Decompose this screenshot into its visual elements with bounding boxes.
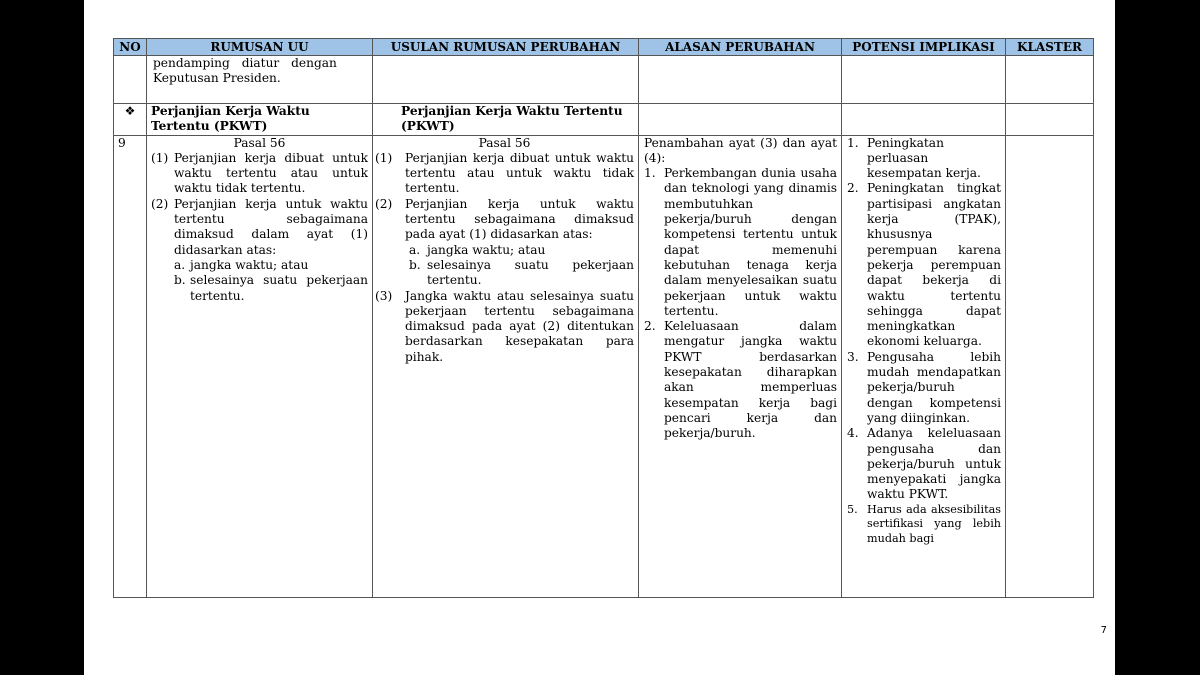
document-page: [84, 0, 1115, 675]
rumusan-line-1: pendamping diatur dengan: [153, 56, 337, 70]
usulan-pasal: Pasal 56: [478, 135, 531, 150]
list-item: b. selesainya suatu pekerjaan tertentu.: [409, 257, 634, 288]
table-row-9: [114, 135, 1094, 597]
list-item: b. selesainya suatu pekerjaan tertentu.: [174, 273, 368, 303]
cell-klaster: [1006, 56, 1094, 104]
cell-klaster: [1006, 104, 1094, 136]
alasan-intro: Penambahan ayat (3) dan ayat (4):: [644, 135, 837, 165]
list-item: 1. Perkembangan dunia usaha dan teknologi yang dinamis membutuhkan pekerja/buruh dengan kompetensi tertentu untuk dapat memenuhi kebutuhan tenaga kerja dalam menyelesaikan suatu pekerjaan untuk waktu tertentu.: [644, 166, 837, 318]
cell-no: 9: [114, 135, 147, 597]
header-rumusan-uu: RUMUSAN UU: [147, 39, 373, 56]
potensi-list: [847, 136, 1001, 547]
list-item: a. jangka waktu; atau: [409, 242, 546, 257]
list-item: 3. Pengusaha lebih mudah mendapatkan pekerja/buruh dengan kompetensi yang diinginkan.: [847, 349, 1001, 425]
page-number: 7: [1100, 625, 1107, 636]
cell-rumusan: [147, 135, 373, 597]
cell-usulan: [373, 135, 639, 597]
cell-potensi: [842, 135, 1006, 597]
cell-potensi: [842, 56, 1006, 104]
cell-alasan: [639, 104, 842, 136]
list-item: (2) Perjanjian kerja untuk waktu tertentu sebagaimana dimaksud pada ayat (1) didasarkan atas:: [375, 196, 634, 242]
diamond-bullet-icon: ❖: [124, 104, 136, 118]
rumusan-pasal: Pasal 56: [233, 135, 286, 150]
header-potensi: POTENSI IMPLIKASI: [842, 39, 1006, 56]
list-item: 4. Adanya keleluasaan pengusaha dan pekerja/buruh untuk menyepakati jangka waktu PKWT.: [847, 426, 1001, 502]
table-row-continuation: [114, 56, 1094, 104]
section-title-usulan: Perjanjian Kerja Waktu Tertentu (PKWT): [373, 104, 639, 136]
list-item: 2. Peningkatan tingkat partisipasi angkatan kerja (TPAK), khususnya perempuan karena pekerja perempuan dapat bekerja di waktu tertentu sehingga dapat meningkatkan ekonomi keluarga.: [847, 181, 1001, 349]
cell-potensi: [842, 104, 1006, 136]
cell-no: [114, 56, 147, 104]
table-row-section: [114, 104, 1094, 136]
list-item: (1) Perjanjian kerja dibuat untuk waktu tertentu atau untuk waktu tidak tertentu.: [375, 150, 634, 196]
table-header-row: [114, 39, 1094, 56]
list-item: (2) Perjanjian kerja untuk waktu tertentu sebagaimana dimaksud dalam ayat (1) didasarkan atas:: [151, 196, 368, 257]
cell-rumusan: [147, 56, 373, 104]
usulan-ayat-list-2: [375, 289, 634, 365]
header-no: NO: [114, 39, 147, 56]
cell-alasan: [639, 135, 842, 597]
list-item: 5. Harus ada aksesibilitas sertifikasi yang lebih mudah bagi: [847, 502, 1001, 545]
list-item: (3) Jangka waktu atau selesainya suatu pekerjaan tertentu sebagaimana dimaksud pada ayat (2) ditentukan berdasarkan kesepakatan para pihak.: [375, 288, 634, 364]
rumusan-sub-list: [151, 258, 368, 304]
regulation-table: [113, 38, 1094, 598]
list-item: 1. Peningkatan perluasan kesempatan kerja.: [847, 135, 981, 181]
list-item: a. jangka waktu; atau: [174, 257, 309, 272]
section-title-rumusan: Perjanjian Kerja Waktu Tertentu (PKWT): [147, 104, 373, 136]
cell-alasan: [639, 56, 842, 104]
cell-usulan: [373, 56, 639, 104]
header-alasan: ALASAN PERUBAHAN: [639, 39, 842, 56]
usulan-ayat-list: [375, 151, 634, 243]
header-klaster: KLASTER: [1006, 39, 1094, 56]
usulan-sub-list: [375, 243, 634, 289]
list-item: (1) Perjanjian kerja dibuat untuk waktu tertentu atau untuk waktu tidak tertentu.: [151, 150, 368, 196]
rumusan-line-2: Keputusan Presiden.: [153, 71, 281, 86]
cell-klaster: [1006, 135, 1094, 597]
header-usulan: USULAN RUMUSAN PERUBAHAN: [373, 39, 639, 56]
cell-no: [114, 104, 147, 136]
list-item: 2. Keleluasaan dalam mengatur jangka waktu PKWT berdasarkan kesepakatan diharapkan akan memperluas kesempatan kerja bagi pencari kerja dan pekerja/buruh.: [644, 319, 837, 441]
alasan-list: [644, 166, 837, 441]
rumusan-ayat-list: [151, 151, 368, 258]
